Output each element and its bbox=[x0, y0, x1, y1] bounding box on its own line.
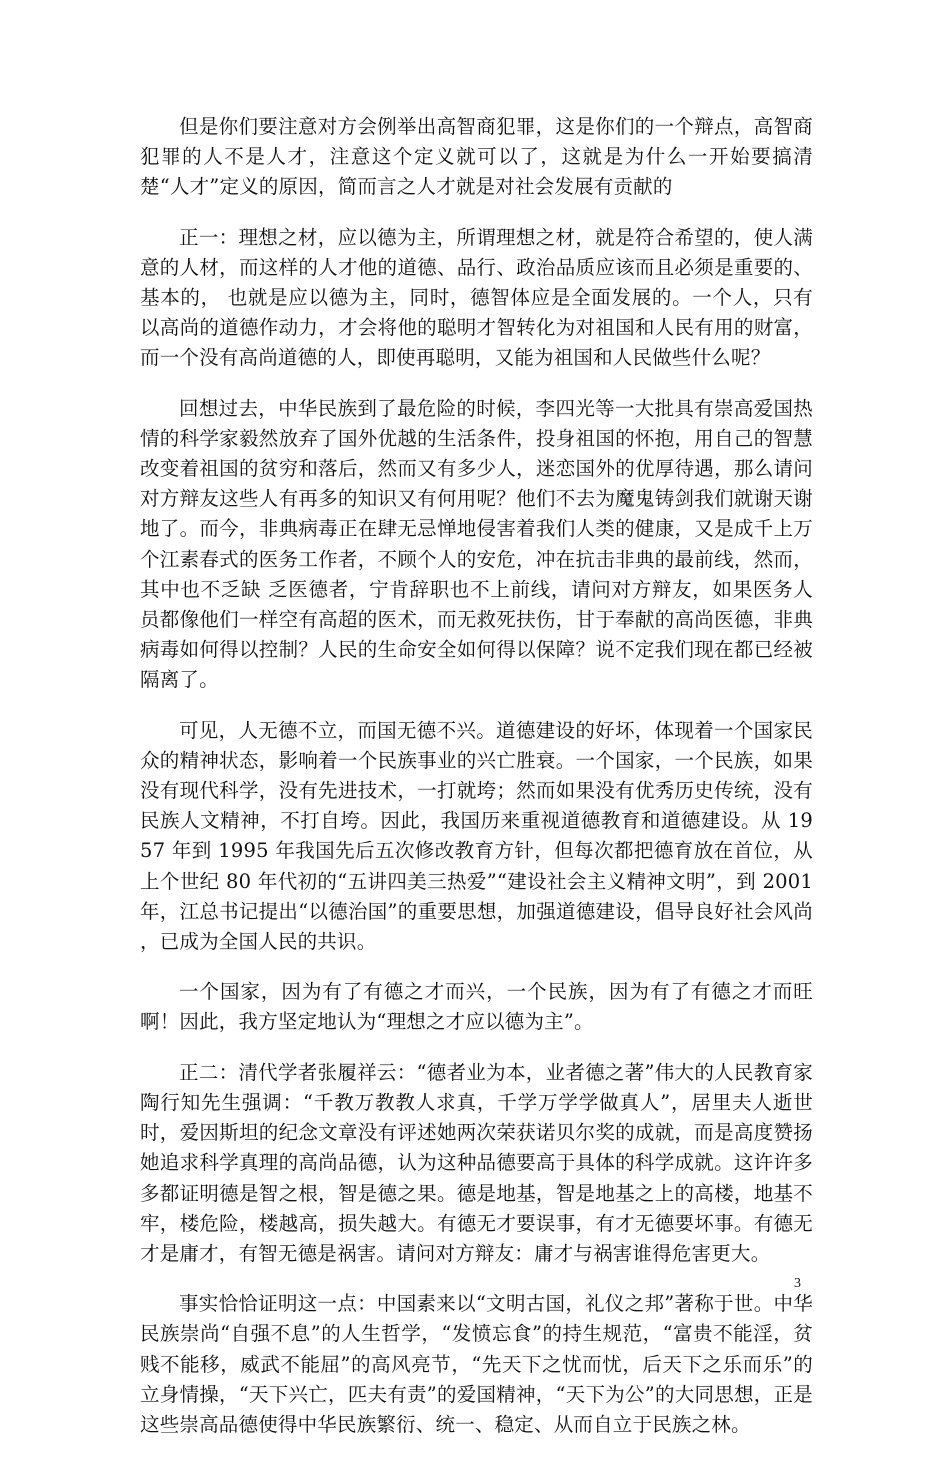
paragraph: 正二：清代学者张履祥云：“德者业为本，业者德之著”伟大的人民教育家陶行知先生强调：“千教万教教人求真，千学万学学做真人”，居里夫人逝世时，爱因斯坦的纪念文章没有评述她两次荣获诺贝尔奖的成就，而是高度赞扬她追求科学真理的高尚品德，认为这种品德要高于具体的科学成就。这许许多多都证明德是智之根，智是德之果。德是地基，智是地基之上的高楼，地基不牢，楼危险，楼越高，损失越大。有德无才要误事，有才无德要坏事。有德无才是庸才，有智无德是祸害。请问对方辩友：庸才与祸害谁得危害更大。 bbox=[140, 1060, 813, 1265]
paragraph: 但是你们要注意对方会例举出高智商犯罪，这是你们的一个辩点，高智商犯罪的人不是人才，注意这个定义就可以了，这就是为什么一开始要搞清楚“人才”定义的原因，简而言之人才就是对社会发展有贡献的 bbox=[140, 115, 813, 199]
paragraph: 可见，人无德不立，而国无德不兴。道德建设的好坏，体现着一个国家民众的精神状态，影响着一个民族事业的兴亡胜衰。一个国家，一个民族，如果没有现代科学，没有先进技术，一打就垮；然而如果没有优秀历史传统，没有民族人文精神，不打自垮。因此，我国历来重视道德教育和道德建设。从 1957 年到 1995 年我国先后五次修改教育方针，但每次都把德育放在首位，从上个世纪 80 年代初的“五讲四美三热爱”“建设社会主义精神文明”，到 2001 年，江总书记提出“以德治国”的重要思想，加强道德建设，倡导良好社会风尚 ，已成为全国人民的共识。 bbox=[140, 718, 813, 954]
document-body bbox=[140, 112, 813, 1460]
paragraph: 正一：理想之材，应以德为主，所谓理想之材，就是符合希望的，使人满意的人材，而这样的人才他的道德、品行、政治品质应该而且必须是重要的、基本的， 也就是应以德为主，同时，德智体应是全面发展的。一个人，只有以高尚的道德作动力，才会将他的聪明才智转化为对祖国和人民有用的财富，而一个没有高尚道德的人，即使再聪明，又能为祖国和人民做些什么呢？ bbox=[140, 225, 813, 370]
page-number: 3 bbox=[794, 1276, 801, 1291]
paragraph: 一个国家，因为有了有德之才而兴，一个民族，因为有了有德之才而旺啊！因此，我方坚定地认为“理想之才应以德为主”。 bbox=[140, 980, 813, 1034]
paragraph: 事实恰恰证明这一点：中国素来以“文明古国，礼仪之邦”著称于世。中华民族崇尚“自强不息”的人生哲学，“发愤忘食”的持生规范，“富贵不能淫，贫贱不能移，威武不能屈”的高风亮节，“先天下之忧而忧，后天下之乐而乐”的立身情操，“天下兴亡，匹夫有责”的爱国精神，“天下为公”的大同思想，正是这些崇高品德使得中华民族繁衍、统一、稳定、从而自立于民族之林。 bbox=[140, 1292, 813, 1436]
paragraph: 回想过去，中华民族到了最危险的时候，李四光等一大批具有崇高爱国热情的科学家毅然放弃了国外优越的生活条件，投身祖国的怀抱，用自己的智慧改变着祖国的贫穷和落后，然而又有多少人，迷恋国外的优厚待遇，那么请问对方辩友这些人有再多的知识又有何用呢？他们不去为魔鬼铸剑我们就谢天谢地了。而今，非典病毒正在肆无忌惮地侵害着我们人类的健康，又是成千上万个江素春式的医务工作者，不顾个人的安危，冲在抗击非典的最前线，然而，其中也不乏缺 乏医德者，宁肯辞职也不上前线，请问对方辩友，如果医务人员都像他们一样空有高超的医术，而无救死扶伤，甘于奉献的高尚医德，非典病毒如何得以控制？人民的生命安全如何得以保障？说不定我们现在都已经被隔离了。 bbox=[140, 396, 813, 692]
